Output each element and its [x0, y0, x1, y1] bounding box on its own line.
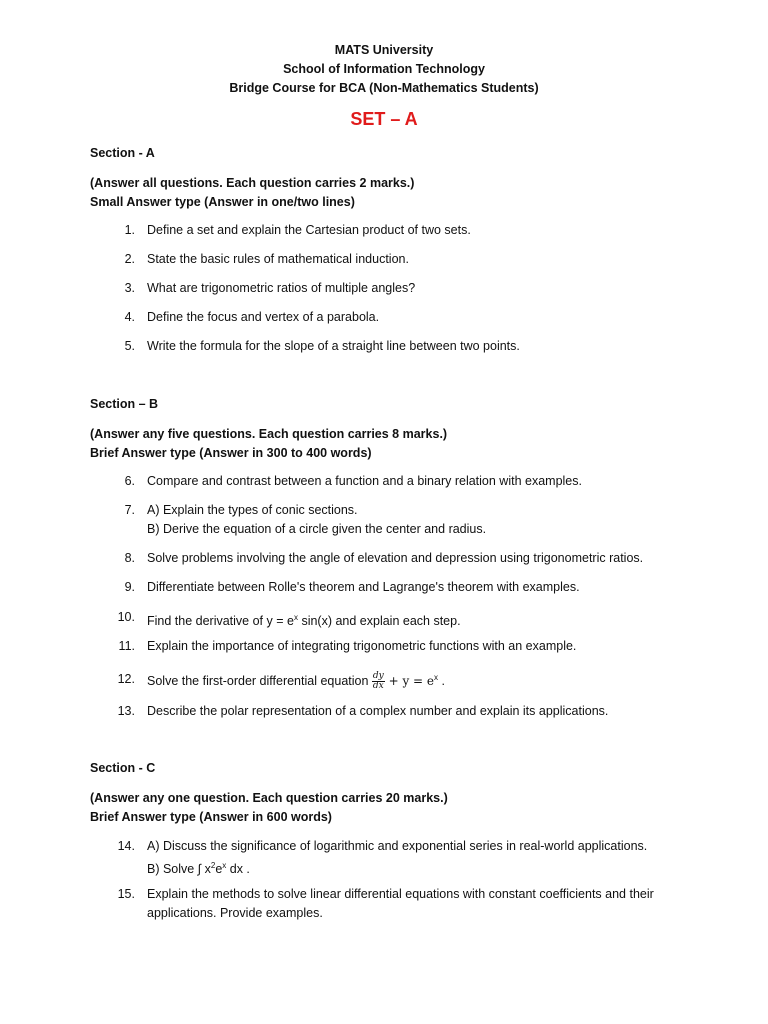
question-number: 1.	[124, 223, 135, 237]
question-text: Describe the polar representation of a complex number and explain its applications.	[147, 704, 609, 718]
section-a-instruction-type: Small Answer type (Answer in one/two lines)	[90, 195, 355, 209]
section-c-instructions	[90, 789, 448, 827]
text-segment: Solve the first-order differential equation	[147, 674, 372, 689]
text-segment: sin(x) and explain each step.	[297, 614, 461, 629]
question-text: Write the formula for the slope of a straight line between two points.	[147, 339, 520, 353]
question-text: Explain the importance of integrating trigonometric functions with an example.	[147, 639, 577, 653]
question-number: 5.	[124, 339, 135, 353]
question-8	[112, 549, 643, 568]
question-number: 2.	[124, 252, 135, 266]
question-part-b	[147, 856, 647, 879]
question-9	[112, 578, 580, 597]
superscript: x	[293, 613, 298, 622]
text-segment: e	[215, 862, 223, 877]
question-number: 15.	[117, 887, 135, 901]
section-b-instruction-marks: (Answer any five questions. Each question carries 8 marks.)	[90, 427, 448, 441]
section-b-instruction-type: Brief Answer type (Answer in 300 to 400 words)	[90, 446, 372, 460]
math-segment: + y = e	[384, 674, 435, 689]
section-c-title: Section - C	[90, 761, 156, 775]
question-4	[112, 308, 379, 327]
question-part-a: A) Discuss the significance of logarithmic and exponential series in real-world applications.	[147, 839, 648, 853]
fraction-numerator: dy	[372, 671, 384, 682]
question-text: Solve problems involving the angle of elevation and depression using trigonometric ratios.	[147, 551, 644, 565]
question-12	[112, 668, 445, 691]
question-7	[112, 501, 486, 539]
question-part-a: A) Explain the types of conic sections.	[147, 503, 358, 517]
question-text: Differentiate between Rolle's theorem and Lagrange's theorem with examples.	[147, 580, 580, 594]
question-text	[147, 608, 461, 631]
course-name: Bridge Course for BCA (Non-Mathematics Students)	[229, 81, 539, 95]
question-text	[147, 837, 647, 879]
question-text: Define the focus and vertex of a parabola.	[147, 310, 380, 324]
question-2	[112, 250, 409, 269]
question-number: 8.	[124, 551, 135, 565]
question-text	[147, 668, 445, 691]
question-number: 12.	[117, 672, 135, 687]
university-name: MATS University	[334, 43, 434, 57]
question-6	[112, 472, 582, 491]
question-15	[112, 885, 654, 923]
section-b-title: Section – B	[90, 397, 159, 411]
section-c-instruction-marks: (Answer any one question. Each question carries 20 marks.)	[90, 791, 448, 805]
question-number: 9.	[124, 580, 135, 594]
section-c-instruction-type: Brief Answer type (Answer in 600 words)	[90, 810, 332, 824]
section-a-instruction-marks: (Answer all questions. Each question carries 2 marks.)	[90, 176, 415, 190]
set-title: SET – A	[350, 109, 418, 129]
section-a-title: Section - A	[90, 146, 155, 160]
superscript: x	[222, 861, 227, 870]
superscript: x	[434, 673, 439, 682]
question-text: Compare and contrast between a function and a binary relation with examples.	[147, 474, 582, 488]
question-13	[112, 702, 608, 721]
question-part-b: B) Derive the equation of a circle given the center and radius.	[147, 522, 487, 536]
question-10	[112, 608, 461, 631]
question-number: 4.	[124, 310, 135, 324]
text-segment: B) Solve ∫ x	[147, 862, 211, 877]
text-segment: dx .	[226, 862, 250, 877]
question-11	[112, 637, 576, 656]
question-number: 3.	[124, 281, 135, 295]
section-b-instructions	[90, 425, 447, 463]
question-number: 7.	[124, 503, 135, 517]
question-number: 13.	[117, 704, 135, 718]
question-text: Define a set and explain the Cartesian product of two sets.	[147, 223, 471, 237]
question-3	[112, 279, 415, 298]
school-name: School of Information Technology	[283, 62, 485, 76]
derivative-fraction	[372, 672, 385, 691]
question-number: 10.	[117, 610, 135, 624]
section-a-instructions	[90, 174, 414, 212]
question-text	[147, 885, 654, 923]
question-number: 6.	[124, 474, 135, 488]
document-header	[0, 41, 768, 98]
question-14	[112, 837, 647, 879]
question-number: 14.	[117, 839, 135, 853]
text-segment: .	[438, 674, 445, 689]
text-segment: Find the derivative of y = e	[147, 614, 294, 629]
question-number: 11.	[118, 639, 135, 653]
question-5	[112, 337, 520, 356]
question-line-1: Explain the methods to solve linear differential equations with constant coefficients and their	[147, 887, 654, 901]
question-text	[147, 501, 486, 539]
fraction-denominator: dx	[372, 681, 384, 692]
question-line-2: applications. Provide examples.	[147, 906, 323, 920]
question-1	[112, 221, 471, 240]
question-text: State the basic rules of mathematical induction.	[147, 252, 409, 266]
superscript: 2	[210, 861, 216, 870]
question-text: What are trigonometric ratios of multiple angles?	[147, 281, 416, 295]
